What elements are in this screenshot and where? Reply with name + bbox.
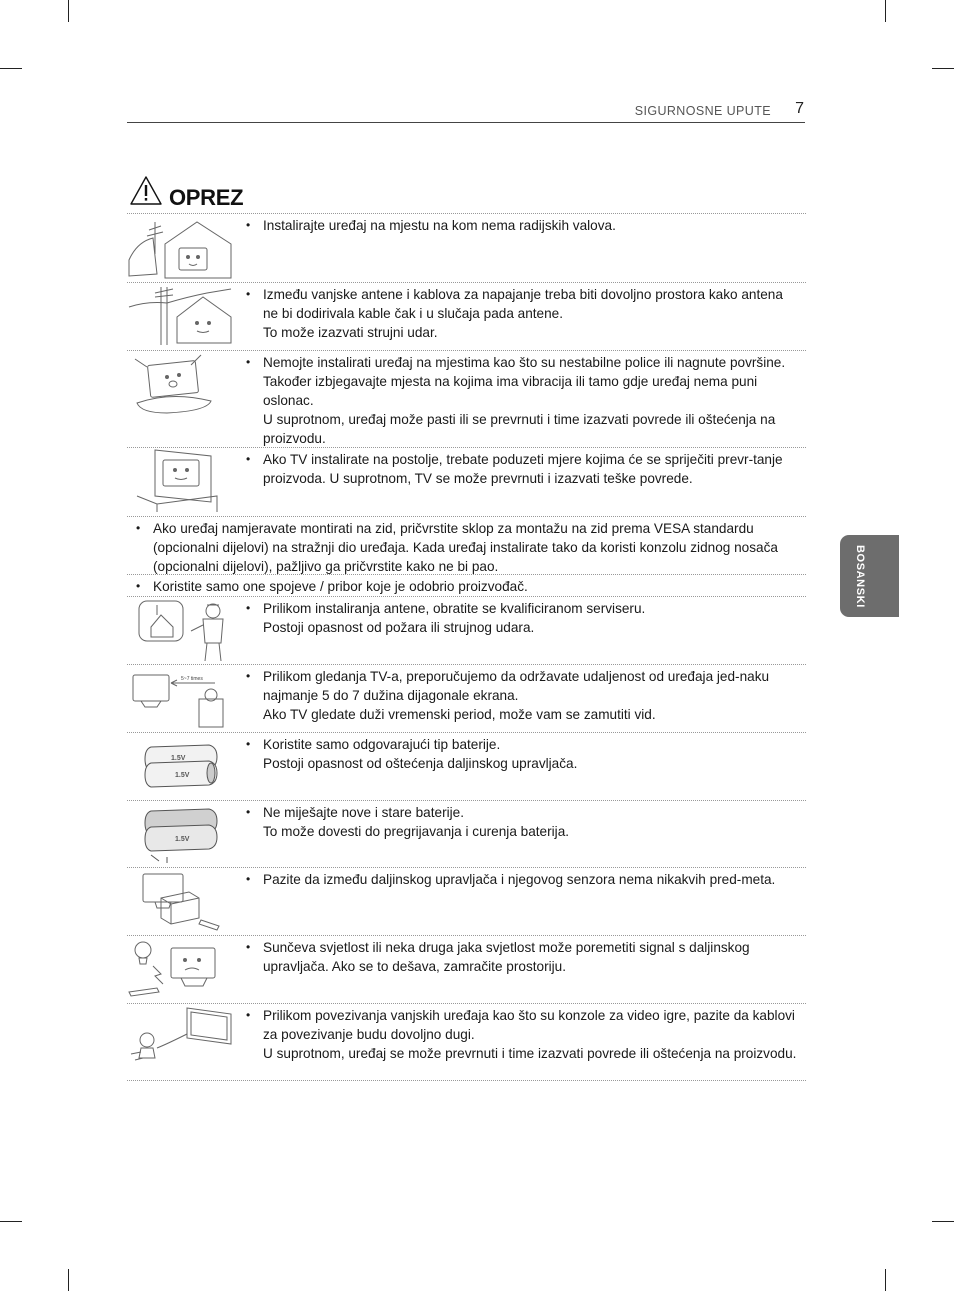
warning-triangle-icon [129, 175, 163, 207]
item-text: • Ako TV instalirate na postolje, trebate poduzeti mjere kojima će se spriječiti prevr-tanje proizvoda. U suprotnom, TV se može prevrnuti i izazvati teške povrede. [246, 452, 783, 486]
section-title: SIGURNOSNE UPUTE [634, 104, 771, 118]
caution-item [127, 282, 806, 350]
tv-stand-wall-icon [127, 448, 235, 514]
battery-label: 1.5V [175, 772, 190, 779]
caution-item [127, 574, 806, 596]
caution-heading [127, 175, 807, 213]
bright-light-tv-icon [127, 936, 235, 1002]
antenna-house-icon [127, 214, 235, 280]
crop-mark [885, 0, 886, 22]
battery-label: 1.5V [175, 836, 190, 843]
antenna-cable-icon [127, 283, 235, 349]
caution-item [127, 350, 806, 447]
item-text: • Prilikom instaliranja antene, obratite se kvalificiranom serviseru. Postoji opasnost od požara ili strujnog udara. [246, 601, 646, 635]
game-console-cable-icon [127, 1004, 235, 1070]
viewing-distance-icon [127, 665, 235, 731]
crop-mark [932, 68, 954, 69]
caution-item [127, 596, 806, 664]
caution-title: OPREZ [169, 185, 244, 210]
crop-mark [68, 0, 69, 22]
battery-label: 1.5V [171, 755, 186, 762]
crop-mark [885, 1269, 886, 1291]
item-text: • Prilikom gledanja TV-a, preporučujemo da održavate udaljenost od uređaja jed-naku najmanje 5 do 7 dužina dijagonale ekrana. Ako TV gledate duži vremenski period, može vam se zamutiti vid. [246, 669, 770, 722]
distance-annotation: 5~7 times [181, 676, 203, 682]
caution-item [127, 664, 806, 732]
caution-item [127, 800, 806, 867]
item-text: • Instalirajte uređaj na mjestu na kom nema radijskih valova. [246, 218, 616, 233]
battery-icon [127, 733, 235, 799]
technician-icon [127, 597, 235, 663]
caution-item [127, 1003, 806, 1081]
item-text: • Pazite da između daljinskog upravljača i njegovog senzora nema nikakvih pred-meta. [246, 872, 776, 887]
crop-mark [68, 1269, 69, 1291]
item-text: • Koristite samo one spojeve / pribor koje je odobrio proizvođač. [136, 579, 528, 594]
caution-list [127, 213, 806, 1081]
page-header [127, 98, 805, 123]
crop-mark [0, 68, 22, 69]
language-tab [840, 535, 899, 617]
unstable-shelf-tv-icon [127, 351, 235, 417]
crop-mark [0, 1221, 22, 1222]
caution-item [127, 213, 806, 282]
crop-mark [932, 1221, 954, 1222]
item-text: • Nemojte instalirati uređaj na mjestima kao što su nestabilne police ili nagnute površine. Također izbjegavajte mjesta na kojima ima vibracija ili tamo gdje uređaj nema puni oslonac. U suprotnom, uređaj može pasti ili se prevrnuti i time izazvati povrede ili oštećenja na proizvodu. [246, 355, 786, 446]
item-text: • Sunčeva svjetlost ili neka druga jaka svjetlost može poremetiti signal s daljinskog upravljača. Ako se to dešava, zamračite prostoriju. [246, 940, 750, 974]
caution-item [127, 935, 806, 1003]
old-new-battery-icon [127, 801, 235, 867]
item-text: • Između vanjske antene i kablova za napajanje treba biti dovoljno prostora kako antena ne bi dodirivala kable čak i u slučaja pada antene. To može izazvati strujni udar. [246, 287, 783, 340]
caution-item [127, 732, 806, 800]
caution-item [127, 867, 806, 935]
item-text: • Ako uređaj namjeravate montirati na zid, pričvrstite sklop za montažu na zid prema VESA standardu (opcionalni dijelovi) na stražnji dio uređaja. Kada uređaj instalirate tako da koristi konzolu zidnog nosača (opcionalni dijelovi), pažljivo ga pričvrstite kako ne bi pao. [136, 521, 778, 574]
language-tab-label: BOSANSKI [854, 544, 866, 608]
page-number: 7 [795, 100, 804, 117]
caution-item [127, 516, 806, 574]
item-text: • Ne miješajte nove i stare baterije. To može dovesti do pregrijavanja i curenja baterija. [246, 805, 570, 839]
item-text: • Prilikom povezivanja vanjskih uređaja kao što su konzole za video igre, pazite da kablovi za povezivanje budu dovoljno dugi. U suprotnom, uređaj se može prevrnuti i time izazvati povrede ili oštećenja na proizvodu. [246, 1008, 797, 1061]
item-text: • Koristite samo odgovarajući tip baterije. Postoji opasnost od oštećenja daljinskog upravljača. [246, 737, 578, 771]
caution-item [127, 447, 806, 516]
remote-obstacle-icon [127, 868, 235, 934]
